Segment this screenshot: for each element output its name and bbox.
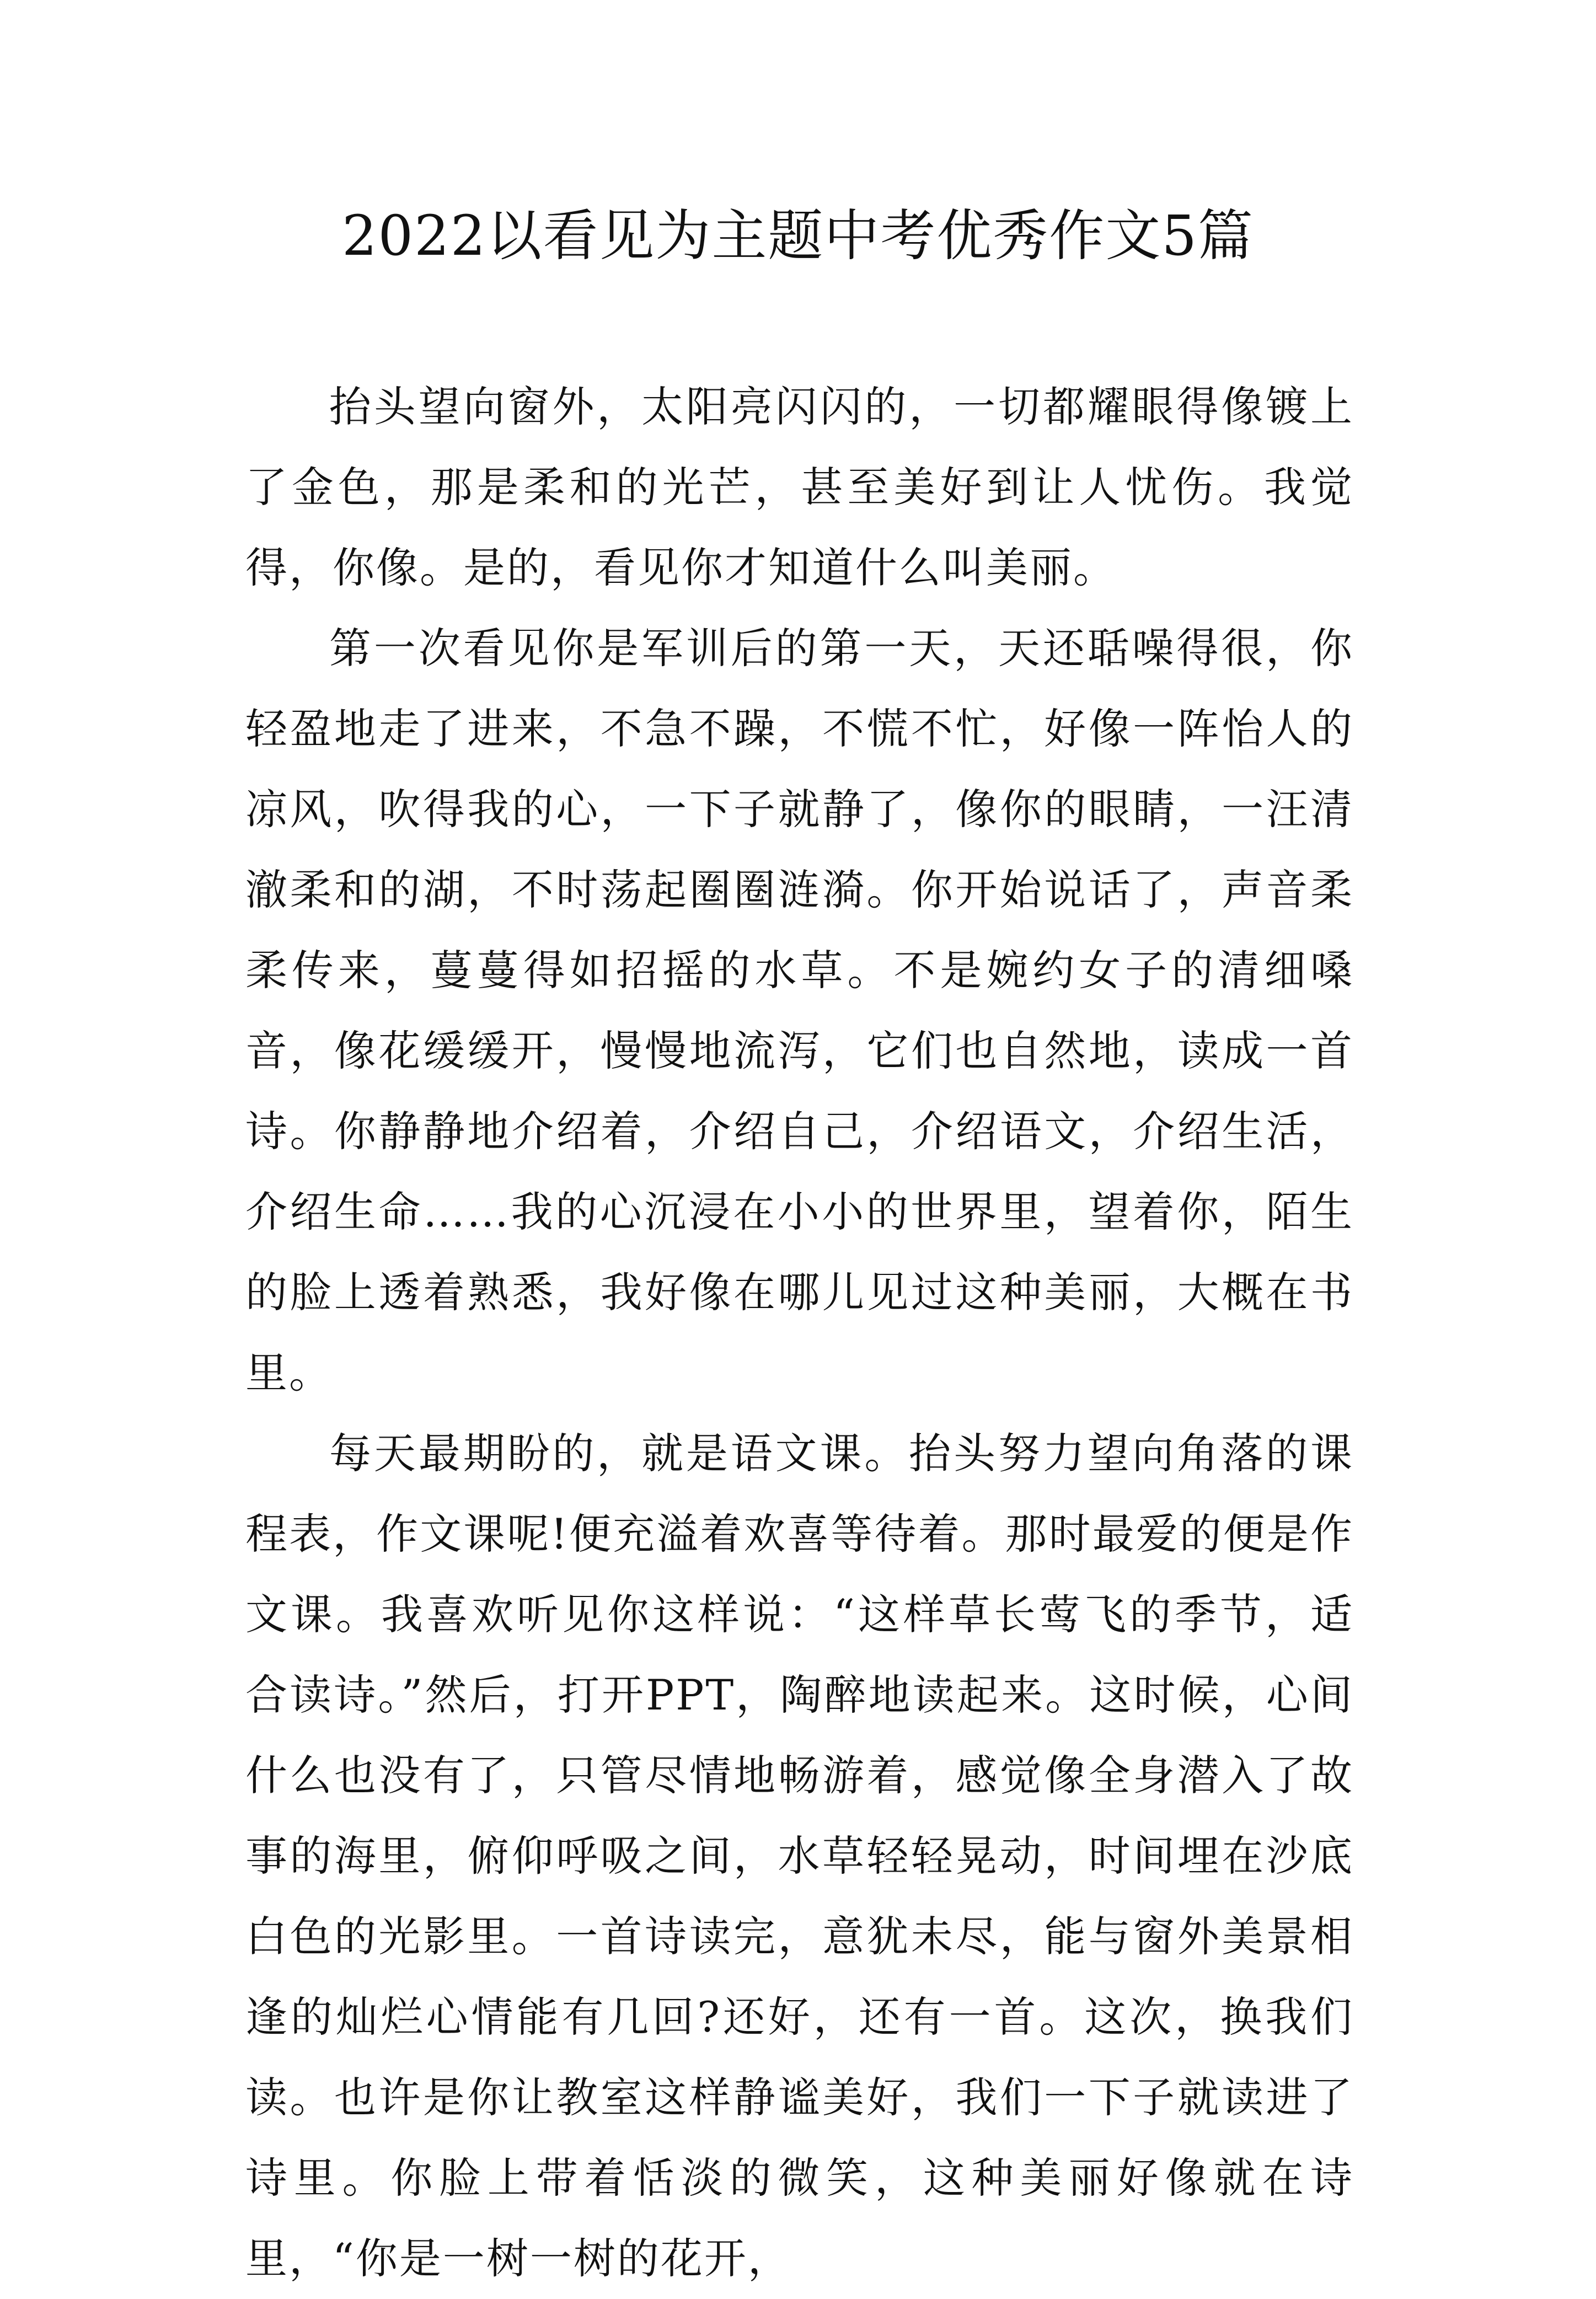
document-body bbox=[245, 367, 1354, 2299]
document-title: 2022以看见为主题中考优秀作文5篇 bbox=[341, 203, 1255, 268]
paragraph: 抬头望向窗外，太阳亮闪闪的，一切都耀眼得像镀上了金色，那是柔和的光芒，甚至美好到让人忧伤。我觉得，你像。是的，看见你才知道什么叫美丽。 bbox=[245, 382, 1354, 592]
paragraph: 第一次看见你是军训后的第一天，天还聒噪得很，你轻盈地走了进来，不急不躁，不慌不忙，好像一阵怡人的凉风，吹得我的心，一下子就静了，像你的眼睛，一汪清澈柔和的湖，不时荡起圈圈涟漪。你开始说话了，声音柔柔传来，蔓蔓得如招摇的水草。不是婉约女子的清细嗓音，像花缓缓开，慢慢地流泻，它们也自然地，读成一首诗。你静静地介绍着，介绍自己，介绍语文，介绍生活，介绍生命……我的心沉浸在小小的世界里，望着你，陌生的脸上透着熟悉，我好像在哪儿见过这种美丽，大概在书里。 bbox=[245, 624, 1354, 1397]
paragraph: 每天最期盼的，就是语文课。抬头努力望向角落的课程表，作文课呢!便充溢着欢喜等待着。那时最爱的便是作文课。我喜欢听见你这样说：“这样草长莺飞的季节，适合读诗。”然后，打开PPT，陶醉地读起来。这时候，心间什么也没有了，只管尽情地畅游着，感觉像全身潜入了故事的海里，俯仰呼吸之间，水草轻轻晃动，时间埋在沙底白色的光影里。一首诗读完，意犹未尽，能与窗外美景相逢的灿烂心情能有几回?还好，还有一首。这次，换我们读。也许是你让教室这样静谧美好，我们一下子就读进了诗里。你脸上带着恬淡的微笑，这种美丽好像就在诗里，“你是一树一树的花开， bbox=[245, 1429, 1354, 2283]
